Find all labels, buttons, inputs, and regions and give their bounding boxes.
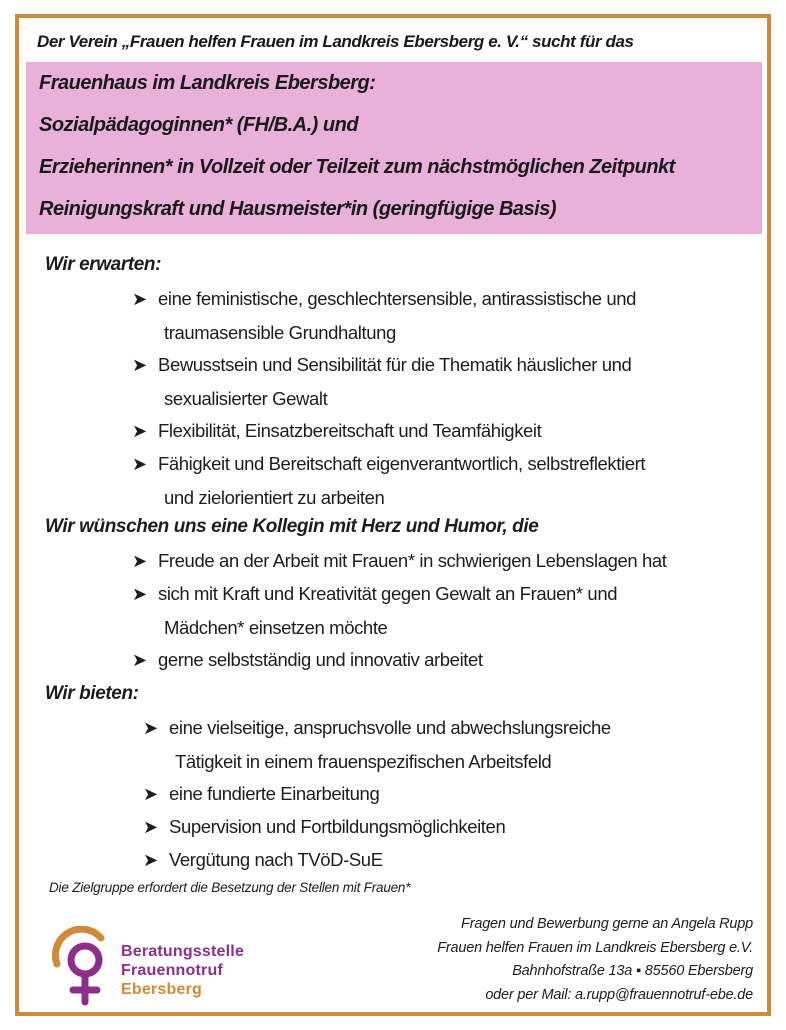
contact-block: [437, 913, 753, 1007]
arrow-bullet-icon: ➤: [143, 718, 158, 738]
arrow-bullet-icon: ➤: [132, 551, 147, 571]
section-title-offer: Wir bieten:: [45, 683, 139, 704]
arrow-bullet-icon: ➤: [132, 289, 147, 309]
contact-line: Fragen und Bewerbung gerne an Angela Rupp: [461, 916, 753, 932]
intro-text: Der Verein „Frauen helfen Frauen im Landkreis Ebersberg e. V.“ sucht für das: [37, 32, 634, 51]
list-item: ➤ gerne selbstständig und innovativ arbeitet: [132, 643, 483, 677]
flyer-frame: [15, 14, 771, 1016]
arrow-bullet-icon: ➤: [143, 817, 158, 837]
arrow-bullet-icon: ➤: [132, 650, 147, 670]
list-item: ➤ eine fundierte Einarbeitung: [143, 777, 379, 811]
headline-line: Reinigungskraft und Hausmeister*in (geringfügige Basis): [39, 198, 557, 220]
headline-line: Erzieherinnen* in Vollzeit oder Teilzeit zum nächstmöglichen Zeitpunkt: [39, 156, 675, 178]
arrow-bullet-icon: ➤: [132, 584, 147, 604]
arrow-bullet-icon: ➤: [132, 421, 147, 441]
logo-line-3: Ebersberg: [121, 981, 202, 998]
logo-text: [121, 942, 244, 999]
arrow-bullet-icon: ➤: [132, 454, 147, 474]
headline-line: Frauenhaus im Landkreis Ebersberg:: [39, 72, 376, 94]
list-item: ➤ Bewusstsein und Sensibilität für die Thematik häuslicher und sexualisierter Gewalt: [132, 348, 631, 415]
logo-line-1: Beratungsstelle: [121, 943, 245, 960]
arrow-bullet-icon: ➤: [143, 784, 158, 804]
list-item: ➤ eine vielseitige, anspruchsvolle und abwechslungsreiche Tätigkeit in einem frauenspezifischen Arbeitsfeld: [143, 711, 611, 778]
list-item: ➤ sich mit Kraft und Kreativität gegen Gewalt an Frauen* und Mädchen* einsetzen möchte: [132, 577, 617, 644]
contact-address: Bahnhofstraße 13a ▪ 85560 Ebersberg: [512, 963, 753, 979]
venus-symbol-icon: [49, 926, 119, 1006]
list-item: ➤ Vergütung nach TVöD-SuE: [143, 843, 383, 877]
section-title-wish: Wir wünschen uns eine Kollegin mit Herz und Humor, die: [45, 516, 539, 537]
list-item: ➤ Supervision und Fortbildungsmöglichkeiten: [143, 810, 505, 844]
list-item: ➤ Fähigkeit und Bereitschaft eigenverantwortlich, selbstreflektiert und zielorientiert zu arbeiten: [132, 447, 645, 514]
contact-line: Frauen helfen Frauen im Landkreis Ebersberg e.V.: [437, 939, 753, 956]
logo: [49, 926, 259, 1006]
logo-line-2: Frauennotruf: [121, 962, 223, 979]
list-item: ➤ Freude an der Arbeit mit Frauen* in schwierigen Lebenslagen hat: [132, 544, 667, 578]
list-item: ➤ eine feministische, geschlechtersensible, antirassistische und traumasensible Grundhaltung: [132, 282, 636, 349]
arrow-bullet-icon: ➤: [132, 355, 147, 375]
list-item: ➤ Flexibilität, Einsatzbereitschaft und Teamfähigkeit: [132, 414, 541, 448]
target-group-note: Die Zielgruppe erfordert die Besetzung der Stellen mit Frauen*: [49, 880, 411, 895]
contact-email[interactable]: oder per Mail: a.rupp@frauennotruf-ebe.de: [485, 986, 753, 1003]
headline-box: [26, 62, 762, 234]
arrow-bullet-icon: ➤: [143, 850, 158, 870]
section-title-expect: Wir erwarten:: [45, 254, 162, 275]
headline-line: Sozialpädagoginnen* (FH/B.A.) und: [39, 114, 359, 136]
